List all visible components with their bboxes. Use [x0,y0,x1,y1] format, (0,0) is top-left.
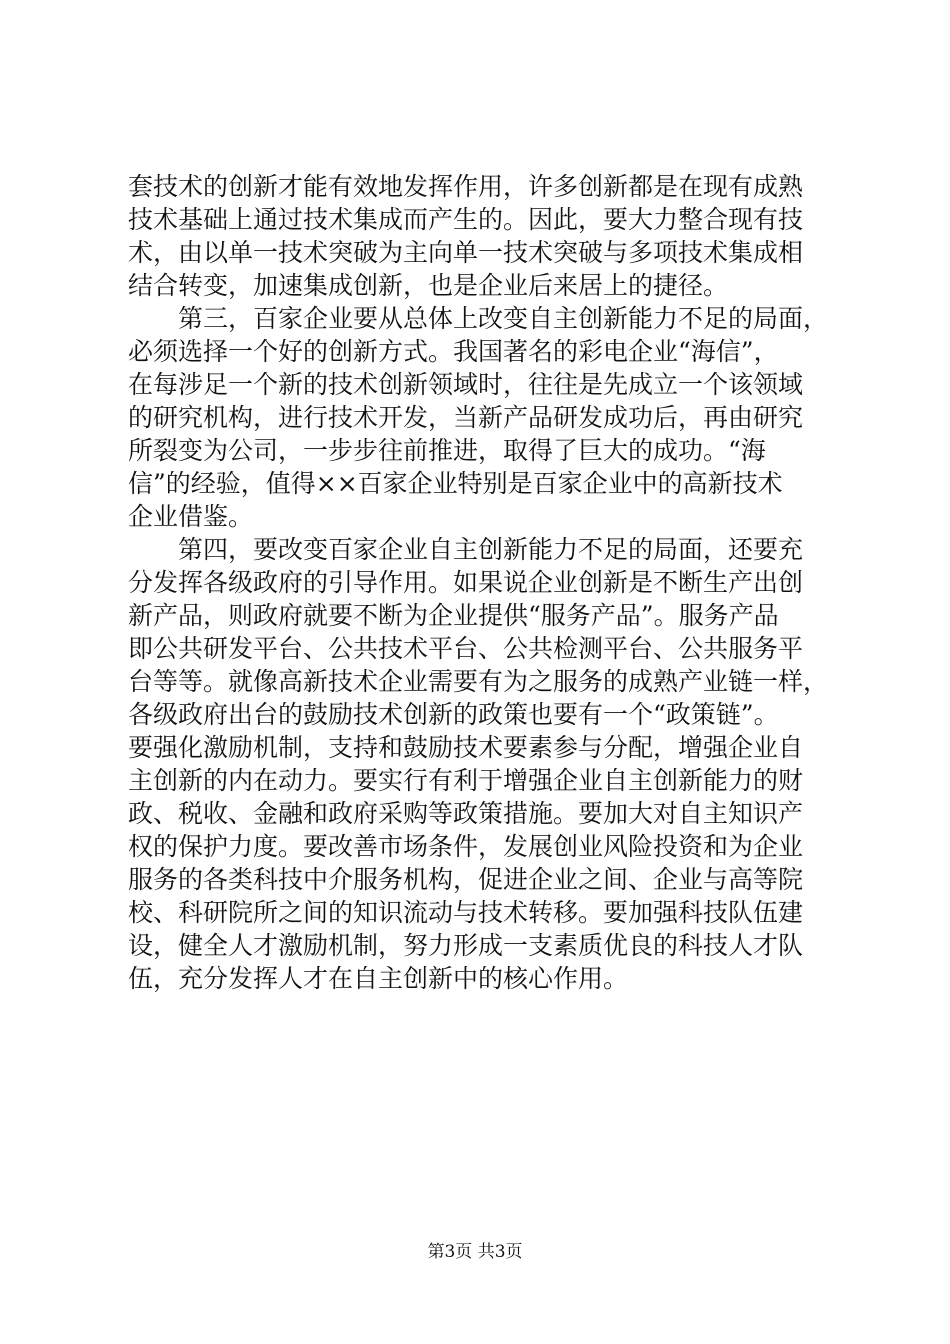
text-line: 技术基础上通过技术集成而产生的。因此，要大力整合现有技 [128,205,804,234]
document-body [128,170,828,995]
text-line: 必须选择一个好的创新方式。我国著名的彩电企业“海信”， [128,337,779,366]
text-line: 结合转变，加速集成创新，也是企业后来居上的捷径。 [128,271,729,300]
text-line: 要强化激励机制，支持和鼓励技术要素参与分配，增强企业自 [128,733,804,762]
text-line: 所裂变为公司，一步步往前推进，取得了巨大的成功。“海 [128,436,766,465]
text-line: 套技术的创新才能有效地发挥作用，许多创新都是在现有成熟 [128,172,804,201]
text-line: 在每涉足一个新的技术创新领域时，往往是先成立一个该领域 [128,370,804,399]
text-line: 分发挥各级政府的引导作用。如果说企业创新是不断生产出创 [128,568,804,597]
text-line: 设，健全人才激励机制，努力形成一支素质优良的科技人才队 [128,931,804,960]
text-line: 信”的经验，值得××百家企业特别是百家企业中的高新技术 [128,469,783,498]
text-line: 政、税收、金融和政府采购等政策措施。要加大对自主知识产 [128,799,804,828]
paragraph-first-line: 第三，百家企业要从总体上改变自主创新能力不足的局面， [178,304,829,333]
text-line: 各级政府出台的鼓励技术创新的政策也要有一个“政策链”。 [128,700,779,729]
text-line: 伍，充分发挥人才在自主创新中的核心作用。 [128,964,629,993]
text-line: 校、科研院所之间的知识流动与技术转移。要加强科技队伍建 [128,898,804,927]
text-line: 权的保护力度。要改善市场条件，发展创业风险投资和为企业 [128,832,804,861]
text-line: 服务的各类科技中介服务机构，促进企业之间、企业与高等院 [128,865,804,894]
text-line: 企业借鉴。 [128,502,254,531]
page-number-footer: 第3页 共3页 [427,1242,523,1262]
text-line: 新产品，则政府就要不断为企业提供“服务产品”。服务产品 [128,601,779,630]
text-line: 即公共研发平台、公共技术平台、公共检测平台、公共服务平 [128,634,804,663]
text-line: 主创新的内在动力。要实行有利于增强企业自主创新能力的财 [128,766,804,795]
paragraph-first-line: 第四，要改变百家企业自主创新能力不足的局面，还要充 [178,535,804,564]
text-line: 术，由以单一技术突破为主向单一技术突破与多项技术集成相 [128,238,804,267]
text-line: 台等等。就像高新技术企业需要有为之服务的成熟产业链一样， [128,667,829,696]
text-line: 的研究机构，进行技术开发，当新产品研发成功后，再由研究 [128,403,804,432]
